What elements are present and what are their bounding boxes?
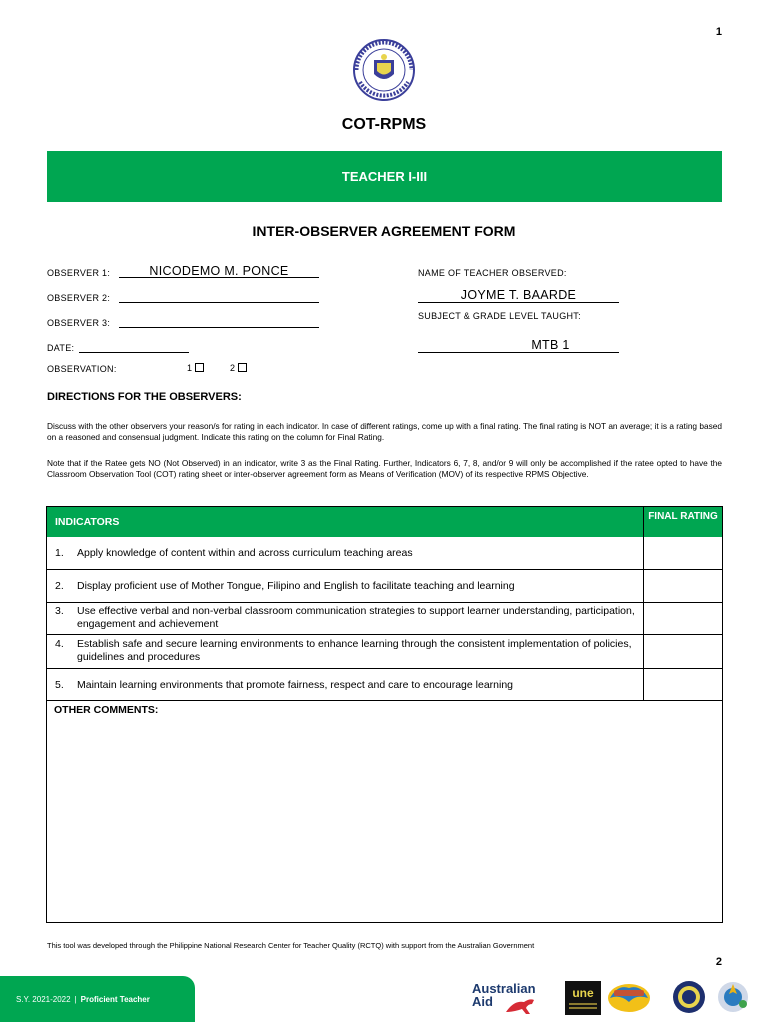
date-label: DATE:	[47, 343, 75, 353]
indicators-table	[46, 506, 723, 923]
teacher-label: NAME OF TEACHER OBSERVED:	[418, 268, 567, 278]
other-comments-label: OTHER COMMENTS:	[54, 704, 159, 716]
teacher-value: JOYME T. BAARDE	[460, 288, 577, 302]
australian-aid-line1: Australian	[472, 981, 536, 996]
final-rating-cell[interactable]	[644, 538, 722, 569]
observation-2-checkbox[interactable]	[238, 363, 247, 372]
subject-label: SUBJECT & GRADE LEVEL TAUGHT:	[418, 311, 581, 321]
final-rating-cell[interactable]	[644, 570, 722, 601]
directions-paragraph-2: Note that if the Ratee gets NO (Not Observed) in an indicator, write 3 as the Final Rating. Further, Indicators 6, 7, 8, and/or 9 will only be accomplished if the ratee opted to have the Classroom Observation Tool (COT) rating sheet or inter-observer agreement form as Means of Verification (MOV) of its respective RPMS Objective.	[47, 458, 722, 479]
australian-aid-line2: Aid	[472, 994, 493, 1009]
indicator-text: Maintain learning environments that promote fairness, respect and care to encourage learning	[77, 679, 514, 691]
page-number-bottom: 2	[715, 956, 722, 968]
smart-center-logo	[606, 980, 652, 1014]
row-divider	[47, 602, 722, 603]
row-divider	[47, 634, 722, 635]
observer1-value: NICODEMO M. PONCE	[149, 264, 289, 278]
footnote: This tool was developed through the Philippine National Research Center for Teacher Quality (RCTQ) with support from the Australian Government	[47, 941, 535, 950]
subject-value: MTB 1	[531, 338, 570, 352]
indicator-number: 3.	[55, 605, 64, 617]
row-divider	[47, 700, 722, 701]
banner-label: TEACHER I-III	[341, 169, 428, 184]
observer3-label: OBSERVER 3:	[47, 318, 111, 328]
indicator-text: Establish safe and secure learning environments to enhance learning through the consistent implementation of policies, guidelines and procedures	[77, 638, 632, 663]
directions-paragraph-1: Discuss with the other observers your reason/s for rating in each indicator. In case of different ratings, come up with a final rating. The final rating is NOT an average; it is a rating based on a reasoned and consensual judgment. Indicate this rating on the column for Final Rating.	[47, 421, 722, 442]
australian-aid-logo	[472, 982, 554, 1018]
table-header	[47, 507, 722, 537]
form-title: INTER-OBSERVER AGREEMENT FORM	[252, 223, 516, 239]
career-stage: Proficient Teacher	[80, 994, 150, 1004]
observer2-label: OBSERVER 2:	[47, 293, 111, 303]
une-logo	[565, 981, 601, 1015]
indicator-text: Use effective verbal and non-verbal classroom communication strategies to support learner understanding, participation, engagement and achievement	[77, 605, 635, 630]
observation-option-2	[230, 363, 247, 373]
indicator-text: Display proficient use of Mother Tongue, Filipino and English to facilitate teaching and learning	[77, 580, 515, 592]
observation-option-1	[187, 363, 204, 373]
final-rating-column-header: FINAL RATING	[648, 511, 718, 522]
table-row	[55, 580, 639, 593]
observation-label: OBSERVATION:	[47, 364, 117, 374]
teacher-line[interactable]	[418, 302, 619, 303]
document-title: COT-RPMS	[341, 116, 427, 133]
date-line[interactable]	[79, 352, 189, 353]
observation-option-2-label: 2	[230, 363, 236, 373]
other-comments-area[interactable]	[47, 719, 722, 921]
table-row	[55, 547, 639, 560]
observer1-line[interactable]	[119, 277, 319, 278]
row-divider	[47, 569, 722, 570]
indicator-text: Apply knowledge of content within and across curriculum teaching areas	[77, 547, 413, 559]
pnu-logo-icon	[713, 980, 753, 1014]
position-banner	[47, 151, 722, 202]
rctq-seal-icon	[672, 980, 706, 1014]
observation-1-checkbox[interactable]	[195, 363, 204, 372]
indicator-number: 1.	[55, 547, 64, 559]
footer-tag	[0, 976, 195, 1022]
final-rating-cell[interactable]	[644, 603, 722, 634]
row-divider	[47, 668, 722, 669]
observation-option-1-label: 1	[187, 363, 193, 373]
final-rating-cell[interactable]	[644, 635, 722, 667]
table-row	[55, 605, 639, 631]
indicator-number: 2.	[55, 580, 64, 592]
observer3-line[interactable]	[119, 327, 319, 328]
observer2-line[interactable]	[119, 302, 319, 303]
school-year: S.Y. 2021-2022	[16, 994, 71, 1004]
indicator-number: 5.	[55, 679, 64, 691]
final-rating-cell[interactable]	[644, 669, 722, 700]
table-row	[55, 679, 639, 692]
table-row	[55, 638, 639, 664]
une-logo-text: une	[572, 986, 594, 1000]
page-number-top: 1	[715, 26, 722, 38]
kangaroo-icon	[504, 996, 538, 1016]
observer1-label: OBSERVER 1:	[47, 268, 111, 278]
indicators-column-header: INDICATORS	[55, 516, 120, 528]
deped-seal-icon	[346, 38, 422, 102]
footer-separator: |	[74, 994, 77, 1004]
directions-title: DIRECTIONS FOR THE OBSERVERS:	[47, 391, 242, 403]
indicator-number: 4.	[55, 638, 64, 650]
subject-line[interactable]	[418, 352, 619, 353]
